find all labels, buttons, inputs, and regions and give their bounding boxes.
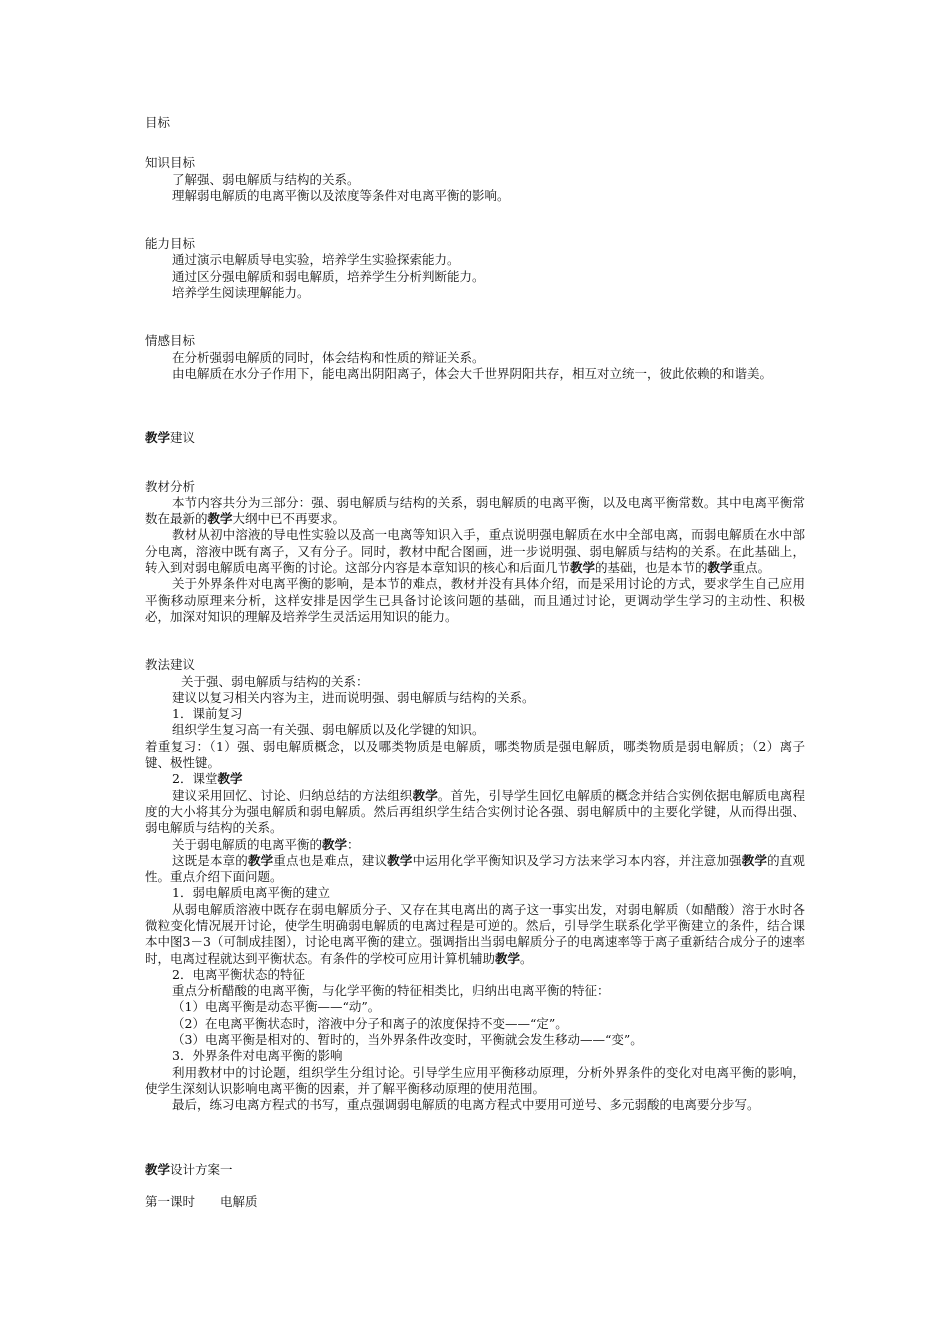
lesson-title: 第一课时 电解质: [145, 1193, 258, 1209]
ability-item: 培养学生阅读理解能力。: [172, 285, 310, 301]
method-subheading: 3．外界条件对电离平衡的影响: [172, 1048, 343, 1064]
document-page: [145, 115, 805, 1210]
material-paragraph-3: 关于外界条件对电离平衡的影响，是本节的难点，教材并没有具体介绍，而是采用讨论的方式，要求学生自己应用平衡移动原理来分析，这样安排是因学生已具备讨论该问题的基础，而且通过讨论，更调动学生学习的主动性、积极必，加深对知识的理解及培养学生灵活运用知识的能力。: [145, 576, 805, 624]
method-paragraph: 这既是本章的教学重点也是难点，建议教学中运用化学平衡知识及学习方法来学习本内容，并注意加强教学的直观性。重点介绍下面问题。: [145, 852, 805, 885]
objectives-heading: 目标: [145, 115, 171, 130]
knowledge-item: 理解弱电解质的电离平衡以及浓度等条件对电离平衡的影响。: [172, 187, 510, 203]
emotion-item: 在分析强弱电解质的同时，体会结构和性质的辩证关系。: [172, 349, 485, 365]
knowledge-item: 了解强、弱电解质与结构的关系。: [172, 171, 360, 187]
method-subheading: 1．课前复习: [172, 706, 243, 722]
ability-objectives-title: 能力目标: [145, 236, 196, 252]
material-paragraph-2: 教材从初中溶液的导电性实验以及高一电离等知识入手，重点说明强电解质在水中全部电离，而弱电解质在水中部分电离，溶液中既有离子，又有分子。同时，教材中配合图画，进一步说明强、弱电解质与结构的关系。在此基础上，转入到对弱电解质电离平衡的讨论。这部分内容是本章知识的核心和后面几节教学的基础，也是本节的教学重点。: [145, 527, 805, 576]
method-line: 重点分析醋酸的电离平衡，与化学平衡的特征相类比，归纳出电离平衡的特征：: [172, 983, 610, 999]
method-line: 关于弱电解质的电离平衡的教学：: [172, 836, 360, 852]
method-paragraph: 从弱电解质溶液中既存在弱电解质分子、又存在其电离出的离子这一事实出发，对弱电解质（如醋酸）溶于水时各微粒变化情况展开讨论，使学生明确弱电解质的电离过程是可逆的。然后，引导学生联系化学平衡建立的条件，结合课本中图3－3（可制成挂图），讨论电离平衡的建立。强调指出当弱电解质分子的电离速率等于离子重新结合成分子的速率时，电离过程就达到平衡状态。有条件的学校可应用计算机辅助教学。: [145, 901, 805, 966]
ability-item: 通过区分强电解质和弱电解质，培养学生分析判断能力。: [172, 268, 485, 284]
teaching-suggestions-heading: 教学建议: [145, 430, 196, 446]
method-paragraph: 利用教材中的讨论题，组织学生分组讨论。引导学生应用平衡移动原理，分析外界条件的变化对电离平衡的影响，使学生深刻认识影响电离平衡的因素，并了解平衡移动原理的使用范围。: [145, 1064, 805, 1096]
method-subheading: 2．电离平衡状态的特征: [172, 966, 305, 982]
method-line: 关于强、弱电解质与结构的关系：: [181, 673, 369, 689]
material-paragraph-1: 本节内容共分为三部分：强、弱电解质与结构的关系，弱电解质的电离平衡，以及电离平衡常数。其中电离平衡常数在最新的教学大纲中已不再要求。: [145, 494, 805, 527]
material-analysis-title: 教材分析: [145, 478, 196, 494]
emotion-objectives-title: 情感目标: [145, 333, 196, 349]
method-subheading: 1．弱电解质电离平衡的建立: [172, 885, 330, 901]
method-line: 组织学生复习高一有关强、弱电解质以及化学键的知识。: [172, 722, 485, 738]
method-line: 着重复习：（1）强、弱电解质概念，以及哪类物质是电解质，哪类物质是强电解质，哪类物质是弱电解质；（2）离子键、极性键。: [145, 738, 805, 771]
method-list-item: （3）电离平衡是相对的、暂时的，当外界条件改变时，平衡就会发生移动——“变”。: [172, 1032, 643, 1048]
knowledge-objectives-title: 知识目标: [145, 155, 196, 171]
method-line: 建议以复习相关内容为主，进而说明强、弱电解质与结构的关系。: [172, 689, 535, 705]
emotion-item: 由电解质在水分子作用下，能电离出阴阳离子，体会大千世界阴阳共存，相互对立统一，彼此依赖的和谐美。: [172, 365, 773, 381]
method-suggestions-title: 教法建议: [145, 657, 196, 673]
method-paragraph: 建议采用回忆、讨论、归纳总结的方法组织教学。首先，引导学生回忆电解质的概念并结合实例依据电解质电离程度的大小将其分为强电解质和弱电解质。然后再组织学生结合实例讨论各强、弱电解质中的主要化学键，从而得出强、弱电解质与结构的关系。: [145, 787, 805, 836]
method-list-item: （2）在电离平衡状态时，溶液中分子和离子的浓度保持不变——“定”。: [172, 1015, 568, 1031]
method-paragraph: 最后，练习电离方程式的书写，重点强调弱电解质的电离方程式中要用可逆号、多元弱酸的电离要分步写。: [172, 1097, 760, 1113]
method-subheading: 2．课堂教学: [172, 771, 243, 787]
ability-item: 通过演示电解质导电实验，培养学生实验探索能力。: [172, 252, 460, 268]
method-list-item: （1）电离平衡是动态平衡——“动”。: [172, 999, 381, 1015]
design-plan-heading: 教学设计方案一: [145, 1161, 233, 1177]
